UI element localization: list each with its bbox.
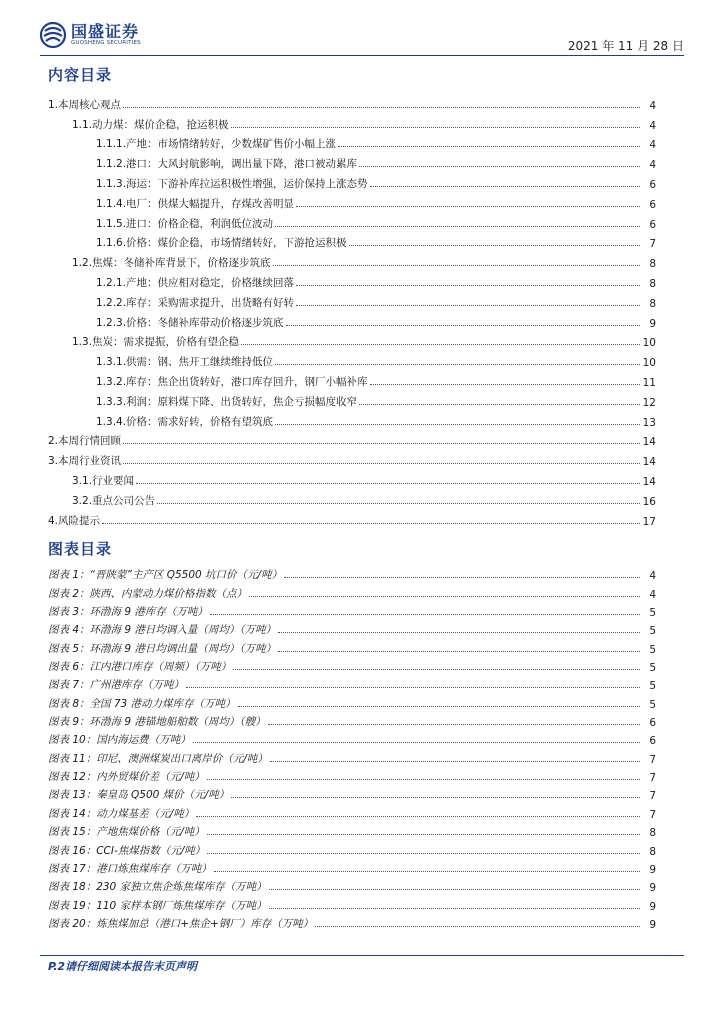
entry-page-number: 5 bbox=[649, 643, 656, 656]
dot-leader bbox=[270, 761, 640, 762]
entry-label: 图表 12：内外贸煤价差（元/吨） bbox=[48, 771, 205, 784]
toc-entry[interactable] bbox=[48, 468, 656, 488]
entry-label: 1.1.6.价格：煤价企稳，市场情绪转好，下游抢运积极 bbox=[96, 237, 347, 250]
toc-entry[interactable] bbox=[48, 310, 656, 330]
toc-entry[interactable] bbox=[48, 270, 656, 290]
entry-label: 3.本周行业资讯 bbox=[48, 455, 122, 468]
entry-page-number: 6 bbox=[649, 218, 656, 231]
toc-entry[interactable] bbox=[48, 508, 656, 528]
entry-page-number: 9 bbox=[649, 882, 656, 895]
figure-entry[interactable] bbox=[48, 711, 656, 729]
dot-leader bbox=[196, 816, 640, 817]
toc-entry[interactable] bbox=[48, 231, 656, 251]
toc-entry[interactable] bbox=[48, 112, 656, 132]
entry-page-number: 6 bbox=[649, 198, 656, 211]
dot-leader bbox=[296, 206, 640, 207]
entry-label: 1.1.2.港口：大风封航影响，调出量下降，港口被动累库 bbox=[96, 158, 358, 171]
figure-entry[interactable] bbox=[48, 802, 656, 820]
dot-leader bbox=[193, 742, 640, 743]
toc-entry[interactable] bbox=[48, 290, 656, 310]
toc-entry[interactable] bbox=[48, 92, 656, 112]
entry-label: 图表 20：炼焦煤加总（港口+焦企+钢厂）库存（万吨） bbox=[48, 917, 314, 930]
figure-entry[interactable] bbox=[48, 674, 656, 692]
entry-page-number: 9 bbox=[649, 900, 656, 913]
contents-list bbox=[48, 92, 656, 528]
entry-label: 图表 6：江内港口库存（周频）（万吨） bbox=[48, 661, 232, 674]
entry-label: 图表 14：动力煤基差（元/吨） bbox=[48, 807, 195, 820]
dot-leader bbox=[233, 669, 640, 670]
dot-leader bbox=[284, 577, 640, 578]
figure-entry[interactable] bbox=[48, 637, 656, 655]
figures-list bbox=[48, 564, 656, 931]
figure-entry[interactable] bbox=[48, 747, 656, 765]
entry-label: 图表 13：秦皇岛 Q500 煤价（元/吨） bbox=[48, 789, 230, 802]
dot-leader bbox=[207, 779, 640, 780]
toc-entry[interactable] bbox=[48, 409, 656, 429]
entry-page-number: 9 bbox=[649, 863, 656, 876]
toc-entry[interactable] bbox=[48, 488, 656, 508]
dot-leader bbox=[241, 344, 640, 345]
brand-logo bbox=[40, 22, 141, 48]
toc-entry[interactable] bbox=[48, 330, 656, 350]
entry-page-number: 5 bbox=[649, 625, 656, 638]
entry-page-number: 5 bbox=[649, 698, 656, 711]
toc-entry[interactable] bbox=[48, 250, 656, 270]
dot-leader bbox=[296, 285, 640, 286]
entry-label: 图表 8：全国 73 港动力煤库存（万吨） bbox=[48, 697, 236, 710]
entry-label: 1.1.5.进口：价格企稳，利润低位波动 bbox=[96, 217, 274, 230]
entry-page-number: 16 bbox=[642, 495, 656, 508]
entry-page-number: 7 bbox=[649, 238, 656, 251]
entry-label: 图表 4：环渤海 9 港日均调入量（周均）（万吨） bbox=[48, 624, 277, 637]
entry-page-number: 9 bbox=[649, 317, 656, 330]
entry-label: 1.3.1.供需：钢、焦开工继续维持低位 bbox=[96, 356, 274, 369]
entry-page-number: 7 bbox=[649, 790, 656, 803]
dot-leader bbox=[269, 889, 640, 890]
figure-entry[interactable] bbox=[48, 564, 656, 582]
dot-leader bbox=[359, 166, 640, 167]
figure-entry[interactable] bbox=[48, 784, 656, 802]
entry-label: 1.2.1.产地：供应相对稳定，价格继续回落 bbox=[96, 276, 295, 289]
entry-label: 1.1.4.电厂：供煤大幅提升，存煤改善明显 bbox=[96, 197, 295, 210]
entry-page-number: 14 bbox=[642, 436, 656, 449]
figure-entry[interactable] bbox=[48, 821, 656, 839]
dot-leader bbox=[238, 706, 640, 707]
dot-leader bbox=[275, 424, 640, 425]
dot-leader bbox=[231, 127, 640, 128]
entry-page-number: 13 bbox=[642, 416, 656, 429]
entry-page-number: 5 bbox=[649, 662, 656, 675]
dot-leader bbox=[296, 305, 640, 306]
toc-entry[interactable] bbox=[48, 132, 656, 152]
entry-label: 1.本周核心观点 bbox=[48, 98, 122, 111]
dot-leader bbox=[273, 265, 640, 266]
entry-label: 图表 9：环渤海 9 港锚地船舶数（周均）（艘） bbox=[48, 716, 266, 729]
entry-page-number: 14 bbox=[642, 475, 656, 488]
dot-leader bbox=[231, 797, 640, 798]
figure-entry[interactable] bbox=[48, 601, 656, 619]
entry-label: 图表 17：港口炼焦煤库存（万吨） bbox=[48, 862, 212, 875]
entry-page-number: 8 bbox=[649, 827, 656, 840]
entry-label: 1.1.3.海运：下游补库拉运积极性增强，运价保持上涨态势 bbox=[96, 177, 368, 190]
dot-leader bbox=[157, 503, 640, 504]
entry-label: 2.本周行情回顾 bbox=[48, 435, 122, 448]
dot-leader bbox=[275, 364, 640, 365]
guosheng-logo-icon bbox=[40, 22, 66, 48]
entry-label: 1.2.3.价格：冬储补库带动价格逐步筑底 bbox=[96, 316, 284, 329]
entry-label: 4.风险提示 bbox=[48, 514, 101, 527]
dot-leader bbox=[136, 483, 640, 484]
dot-leader bbox=[102, 523, 640, 524]
dot-leader bbox=[349, 245, 640, 246]
entry-label: 1.3.4.价格：需求好转，价格有望筑底 bbox=[96, 415, 274, 428]
report-date: 2021 年 11 月 28 日 bbox=[567, 39, 684, 53]
entry-page-number: 11 bbox=[642, 376, 656, 389]
entry-page-number: 12 bbox=[642, 396, 656, 409]
entry-page-number: 10 bbox=[642, 337, 656, 350]
contents-title: 内容目录 bbox=[48, 66, 113, 84]
dot-leader bbox=[338, 146, 640, 147]
figure-entry[interactable] bbox=[48, 894, 656, 912]
entry-label: 图表 7：广州港库存（万吨） bbox=[48, 679, 185, 692]
dot-leader bbox=[275, 226, 640, 227]
dot-leader bbox=[278, 632, 640, 633]
toc-entry[interactable] bbox=[48, 191, 656, 211]
entry-label: 1.3.3.利润：原料煤下降、出货转好，焦企亏损幅度收窄 bbox=[96, 395, 358, 408]
entry-page-number: 14 bbox=[642, 456, 656, 469]
header-divider bbox=[40, 55, 684, 56]
toc-entry[interactable] bbox=[48, 349, 656, 369]
dot-leader bbox=[207, 834, 640, 835]
entry-page-number: 7 bbox=[649, 753, 656, 766]
dot-leader bbox=[207, 853, 640, 854]
entry-label: 3.2.重点公司公告 bbox=[72, 494, 156, 507]
entry-label: 图表 11：印尼、澳洲煤炭出口离岸价（元/吨） bbox=[48, 752, 268, 765]
page-header bbox=[0, 0, 724, 60]
entry-page-number: 4 bbox=[649, 588, 656, 601]
entry-label: 图表 19：110 家样本钢厂炼焦煤库存（万吨） bbox=[48, 899, 267, 912]
brand-name-cn: 国盛证券 bbox=[71, 22, 140, 41]
dot-leader bbox=[210, 614, 640, 615]
entry-label: 1.2.2.库存：采购需求提升，出货略有好转 bbox=[96, 296, 295, 309]
entry-page-number: 6 bbox=[649, 178, 656, 191]
dot-leader bbox=[123, 463, 640, 464]
entry-page-number: 4 bbox=[649, 119, 656, 132]
dot-leader bbox=[269, 908, 640, 909]
entry-label: 1.2.焦煤：冬储补库背景下，价格逐步筑底 bbox=[72, 257, 271, 270]
entry-page-number: 6 bbox=[649, 735, 656, 748]
entry-page-number: 17 bbox=[642, 515, 656, 528]
entry-page-number: 8 bbox=[649, 845, 656, 858]
entry-page-number: 7 bbox=[649, 772, 656, 785]
dot-leader bbox=[315, 926, 640, 927]
footer-divider bbox=[40, 955, 684, 956]
dot-leader bbox=[249, 596, 640, 597]
figures-title: 图表目录 bbox=[48, 540, 113, 558]
entry-label: 图表 15：产地焦煤价格（元/吨） bbox=[48, 826, 205, 839]
entry-page-number: 5 bbox=[649, 680, 656, 693]
entry-page-number: 10 bbox=[642, 357, 656, 370]
entry-page-number: 9 bbox=[649, 918, 656, 931]
entry-page-number: 4 bbox=[649, 99, 656, 112]
toc-entry[interactable] bbox=[48, 429, 656, 449]
entry-page-number: 8 bbox=[649, 277, 656, 290]
toc-entry[interactable] bbox=[48, 389, 656, 409]
dot-leader bbox=[186, 687, 640, 688]
entry-label: 图表 18：230 家独立焦企炼焦煤库存（万吨） bbox=[48, 881, 267, 894]
entry-page-number: 5 bbox=[649, 607, 656, 620]
dot-leader bbox=[286, 325, 640, 326]
figure-entry[interactable] bbox=[48, 858, 656, 876]
figure-entry[interactable] bbox=[48, 582, 656, 600]
entry-page-number: 4 bbox=[649, 570, 656, 583]
toc-entry[interactable] bbox=[48, 369, 656, 389]
toc-entry[interactable] bbox=[48, 211, 656, 231]
dot-leader bbox=[268, 724, 640, 725]
figure-entry[interactable] bbox=[48, 839, 656, 857]
footer-disclaimer: P.2请仔细阅读本报告末页声明 bbox=[48, 960, 198, 973]
entry-label: 3.1.行业要闻 bbox=[72, 474, 135, 487]
dot-leader bbox=[359, 404, 640, 405]
entry-label: 图表 5：环渤海 9 港日均调出量（周均）（万吨） bbox=[48, 642, 277, 655]
figure-entry[interactable] bbox=[48, 656, 656, 674]
entry-page-number: 8 bbox=[649, 297, 656, 310]
figure-entry[interactable] bbox=[48, 619, 656, 637]
toc-entry[interactable] bbox=[48, 171, 656, 191]
figure-entry[interactable] bbox=[48, 913, 656, 931]
dot-leader bbox=[370, 186, 640, 187]
figure-entry[interactable] bbox=[48, 729, 656, 747]
entry-label: 图表 3：环渤海 9 港库存（万吨） bbox=[48, 606, 208, 619]
toc-entry[interactable] bbox=[48, 448, 656, 468]
dot-leader bbox=[123, 107, 640, 108]
entry-label: 1.1.1.产地：市场情绪转好，少数煤矿售价小幅上涨 bbox=[96, 138, 337, 151]
dot-leader bbox=[370, 384, 640, 385]
figure-entry[interactable] bbox=[48, 766, 656, 784]
entry-label: 图表 16：CCI-焦煤指数（元/吨） bbox=[48, 844, 206, 857]
entry-label: 1.3.2.库存：焦企出货转好，港口库存回升，钢厂小幅补库 bbox=[96, 375, 368, 388]
dot-leader bbox=[214, 871, 640, 872]
figure-entry[interactable] bbox=[48, 692, 656, 710]
entry-label: 1.3.焦炭：需求提振，价格有望企稳 bbox=[72, 336, 240, 349]
entry-label: 1.1.动力煤：煤价企稳，抢运积极 bbox=[72, 118, 229, 131]
entry-label: 图表 2：陕西、内蒙动力煤价格指数（点） bbox=[48, 587, 248, 600]
entry-page-number: 7 bbox=[649, 808, 656, 821]
entry-page-number: 8 bbox=[649, 258, 656, 271]
brand-name-en: GUOSHENG SECURITIES bbox=[71, 40, 141, 46]
figure-entry[interactable] bbox=[48, 876, 656, 894]
entry-label: 图表 1：“晋陕蒙”主产区 Q5500 坑口价（元/吨） bbox=[48, 569, 283, 582]
dot-leader bbox=[123, 443, 640, 444]
entry-page-number: 6 bbox=[649, 717, 656, 730]
entry-page-number: 4 bbox=[649, 159, 656, 172]
toc-entry[interactable] bbox=[48, 151, 656, 171]
entry-label: 图表 10：国内海运费（万吨） bbox=[48, 734, 191, 747]
entry-page-number: 4 bbox=[649, 139, 656, 152]
dot-leader bbox=[278, 651, 640, 652]
